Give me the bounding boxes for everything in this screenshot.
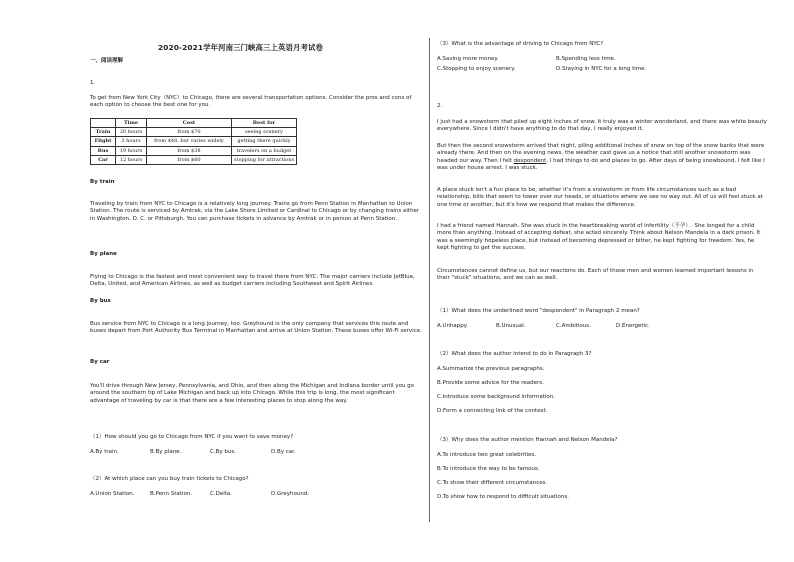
answer-option[interactable]: B.By plane. xyxy=(150,449,182,455)
table-cell: from $60 xyxy=(147,155,232,164)
answer-option[interactable]: D.By car. xyxy=(271,449,296,455)
by-train-heading: By train xyxy=(90,179,115,185)
answer-option[interactable]: C.Introduce some background information. xyxy=(437,394,555,400)
by-bus-paragraph: Bus service from NYC to Chicago is a long journey, too. Greyhound is the only company that services this route and buses depart from Port Authority Bus Terminal in Manhattan and arrive at Union Station. These buses offer Wi-Fi service. xyxy=(90,321,422,335)
question-number: 1. xyxy=(90,80,96,86)
answer-option[interactable]: D.Staying in NYC for a long time. xyxy=(556,66,647,72)
table-cell: 19 hours xyxy=(116,146,147,155)
table-header-cell xyxy=(91,119,116,128)
table-cell: Flight xyxy=(91,137,116,146)
passage-paragraph: Circumstances cannot define us, but our reactions do. Each of those men and women learned important lessons in their "stuck" situations, and we can as well. xyxy=(437,268,754,282)
table-header-cell: Time xyxy=(116,119,147,128)
answer-option[interactable]: A.Saving more money. xyxy=(437,56,499,62)
answer-option[interactable]: C.By bus. xyxy=(210,449,236,455)
table-cell: from $70 xyxy=(147,128,232,137)
answer-option[interactable]: A.Summarize the previous paragraphs. xyxy=(437,366,545,372)
answer-option[interactable]: B.Spending less time. xyxy=(556,56,616,62)
passage-paragraph: A place stuck isn't a fun place to be, whether it's from a snowstorm or from life circumstances such as a bad relationship, bills that seem to tower over our heads, or situations where we see no way out. All of us will feel stuck at one time or another, but it's how we respond that makes the difference. xyxy=(437,187,763,208)
table-row xyxy=(91,155,297,164)
answer-option[interactable]: A.By train. xyxy=(90,449,119,455)
exam-title: 2020-2021学年河南三门峡高三上英语月考试卷 xyxy=(158,43,323,52)
answer-option[interactable]: B.Unusual. xyxy=(496,323,526,329)
column-divider xyxy=(429,38,430,522)
table-row xyxy=(91,137,297,146)
passage-paragraph: But then the second snowstorm arrived that night, piling additional inches of snow on top of the snow banks that were already there. And then on the evening news, the weather cast gave us a notice that still another snowstorm was headed our way. Then I felt despondent. I had things to do and places to go. After days of being snowbound, I felt like I was under house arrest. I was stuck. xyxy=(437,143,765,172)
table-cell: Car xyxy=(91,155,116,164)
table-row xyxy=(91,146,297,155)
table-cell: Bus xyxy=(91,146,116,155)
question-stem: （1）How should you go to Chicago from NYC if you want to save money? xyxy=(90,434,294,440)
table-cell: from $48, but varies widely xyxy=(147,137,232,146)
answer-option[interactable]: B.Provide some advice for the readers. xyxy=(437,380,544,386)
intro-paragraph: To get from New York City（NYC）to Chicago, there are several transportation options. Consider the pros and cons of each option to choose the best one for you. xyxy=(90,95,412,109)
table-header-cell: Cost xyxy=(147,119,232,128)
table-cell: Train xyxy=(91,128,116,137)
transport-table xyxy=(90,118,297,165)
question-stem: （2）At which place can you buy train tickets to Chicago? xyxy=(90,476,249,482)
by-train-paragraph: Traveling by train from NYC to Chicago is a relatively long journey. Trains go from Penn Station in Manhattan to Union Station. The route is serviced by Amtrak, via the Lake Shore Limited or Cardinal to Chicago or by changing trains either in Washington, D. C. or Pittsburgh. You can purchase tickets in advance by Amtrak or in person at Penn Station. xyxy=(90,201,420,222)
table-cell: travelers on a budget xyxy=(232,146,297,155)
table-header-row xyxy=(91,119,297,128)
by-bus-heading: By bus xyxy=(90,298,111,304)
question-stem: （1）What does the underlined word "despondent" in Paragraph 2 mean? xyxy=(437,308,640,314)
by-car-heading: By car xyxy=(90,359,110,365)
table-cell: getting there quickly xyxy=(232,137,297,146)
answer-option[interactable]: B.To introduce the way to be famous. xyxy=(437,466,540,472)
table-cell: 20 hours xyxy=(116,128,147,137)
question-number: 2. xyxy=(437,103,443,109)
question-stem: （3）What is the advantage of driving to Chicago from NYC? xyxy=(437,41,604,47)
answer-option[interactable]: B.Penn Station. xyxy=(150,491,193,497)
section-heading: 一、阅读理解 xyxy=(90,58,124,64)
table-cell: stopping for attractions xyxy=(232,155,297,164)
by-plane-heading: By plane xyxy=(90,251,117,257)
answer-option[interactable]: C.Stopping to enjoy scenery. xyxy=(437,66,516,72)
table-cell: 3 hours xyxy=(116,137,147,146)
passage-paragraph: I had a friend named Hannah. She was stuck in the heartbreaking world of infertility（不孕）. She longed for a child more than anything. Instead of accepting defeat, she acted sincerely. Think about Nelson Mandela in a dark prison. It was a seemingly hopeless place, but instead of becoming depressed or bitter, he kept fighting for freedom. Yes, he kept fighting to get the success. xyxy=(437,223,761,252)
passage-paragraph: I just had a snowstorm that piled up eight inches of snow. It truly was a winter wonderland, and there was white beauty everywhere. Since I didn't have anything to do that day, I really enjoyed it. xyxy=(437,119,767,133)
table-cell: 12 hours xyxy=(116,155,147,164)
answer-option[interactable]: A.To introduce two great celebrities. xyxy=(437,452,537,458)
answer-option[interactable]: D.To show how to respond to difficult situations. xyxy=(437,494,569,500)
question-stem: （3）Why does the author mention Hannah and Nelson Mandela? xyxy=(437,437,618,443)
underlined-word: despondent xyxy=(513,157,547,164)
table-row xyxy=(91,128,297,137)
by-plane-paragraph: Flying to Chicago is the fastest and most convenient way to travel there from NYC. The major carriers include JetBlue, Delta, United, and American Airlines, as well as budget carriers including Southwest and Spirit Airlines. xyxy=(90,274,415,288)
table-cell: seeing scenery xyxy=(232,128,297,137)
answer-option[interactable]: A.Unhappy. xyxy=(437,323,468,329)
table-header-cell: Best for xyxy=(232,119,297,128)
answer-option[interactable]: D.Greyhound. xyxy=(271,491,310,497)
answer-option[interactable]: D.Form a connecting link of the context. xyxy=(437,408,548,414)
answer-option[interactable]: D.Energetic. xyxy=(616,323,650,329)
table-cell: from $38 xyxy=(147,146,232,155)
answer-option[interactable]: C.Ambitious. xyxy=(556,323,591,329)
answer-option[interactable]: C.To show their different circumstances. xyxy=(437,480,548,486)
by-car-paragraph: You'll drive through New Jersey, Pennsylvania, and Ohio, and then along the Michigan and Indiana border until you go around the southern tip of Lake Michigan and back up into Chicago. While this trip is long, the most significant advantage of traveling by car is that there are a few interesting places to stop along the way. xyxy=(90,383,415,404)
answer-option[interactable]: A.Union Station. xyxy=(90,491,135,497)
answer-option[interactable]: C.Delta. xyxy=(210,491,233,497)
question-stem: （2）What does the author intend to do in Paragraph 3? xyxy=(437,351,592,357)
